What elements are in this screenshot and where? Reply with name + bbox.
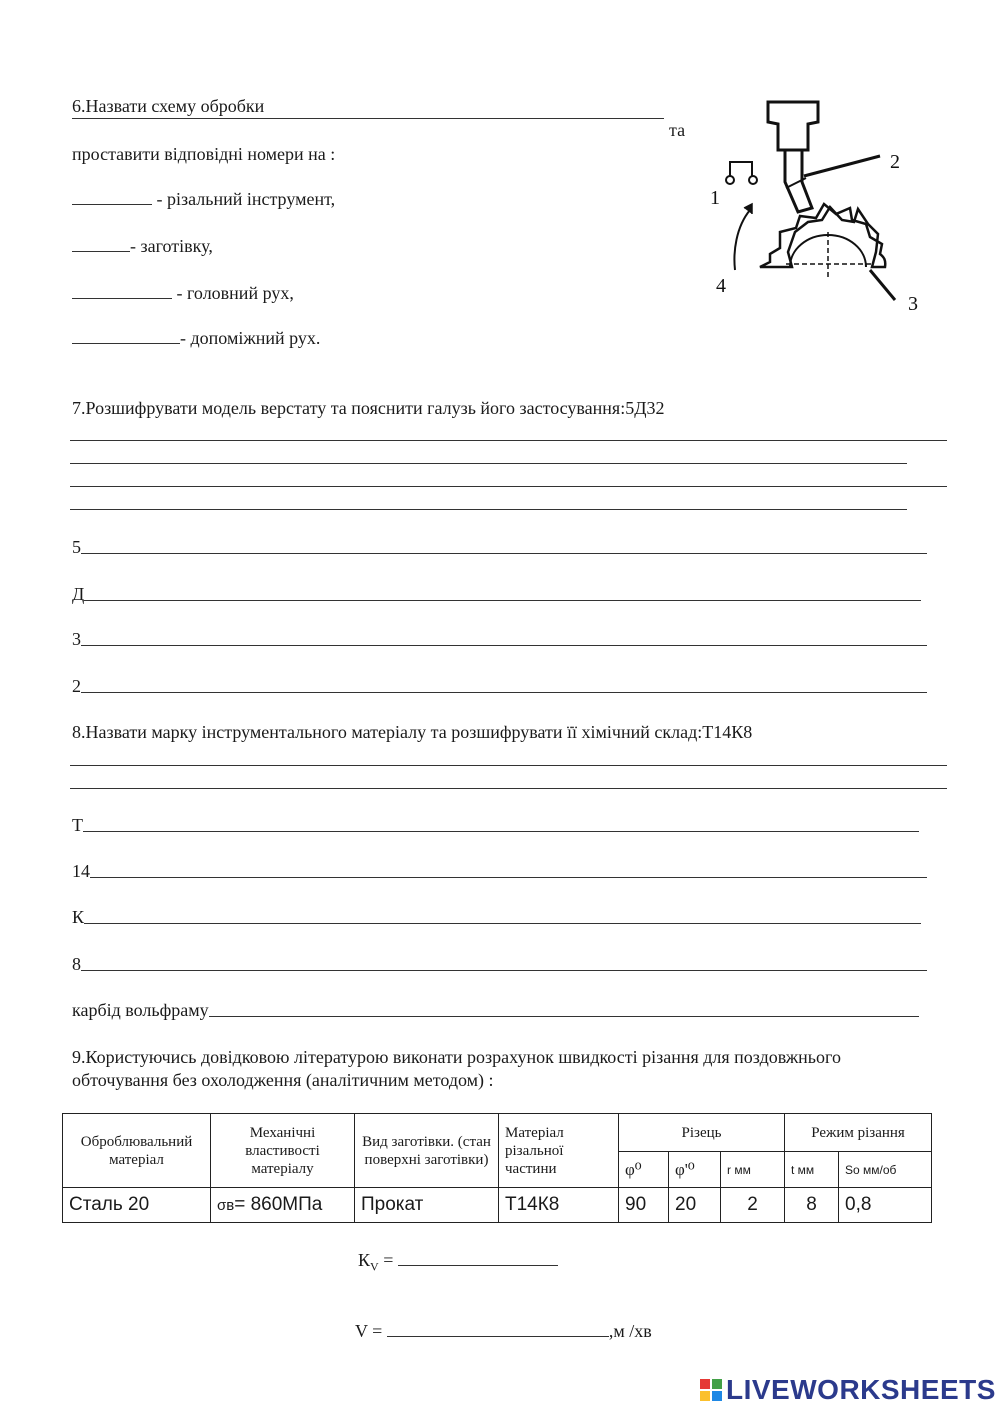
v-formula: V = ,м /хв — [355, 1321, 652, 1341]
tool-number-blank[interactable] — [72, 189, 152, 205]
header-t: t мм — [785, 1152, 839, 1188]
task8-decode-row: карбід вольфраму — [72, 999, 919, 1021]
task8-decode-row: 14 — [72, 860, 927, 882]
workpiece-number-blank[interactable] — [72, 236, 130, 252]
cell-phi1: 20 — [669, 1188, 721, 1223]
task7-decode-row: 2 — [72, 675, 927, 697]
task7-decode-row: 5 — [72, 536, 927, 558]
task7-answer-line-4[interactable] — [70, 509, 907, 510]
figure-label-3: 3 — [908, 293, 918, 315]
task6-item-main-motion: - головний рух, — [72, 282, 294, 304]
cutting-params-table — [62, 1113, 932, 1223]
task7-title: 7.Розшифрувати модель верстату та пояснити галузь його застосування:5Д32 — [72, 398, 665, 418]
decode-8-line[interactable] — [81, 970, 927, 971]
cell-material: Сталь 20 — [63, 1188, 211, 1223]
spindle — [768, 102, 818, 150]
decode-5-line[interactable] — [81, 553, 927, 554]
leader-2 — [804, 156, 880, 176]
decode-2-line[interactable] — [81, 692, 927, 693]
kv-formula: $К_V$ = — [358, 1249, 558, 1278]
cell-mech-value: σв= 860МПа — [211, 1188, 355, 1223]
feed-arrow — [734, 210, 750, 270]
task6-line-suffix: та — [669, 120, 686, 140]
v-answer-blank[interactable] — [387, 1321, 609, 1337]
decode-d-line[interactable] — [84, 600, 921, 601]
task6-item-aux-motion: - допоміжний рух. — [72, 327, 320, 349]
figure-label-2: 2 — [890, 151, 900, 173]
decode-tungsten-carbide-line[interactable] — [209, 1016, 919, 1017]
cell-cutting-material: Т14К8 — [499, 1188, 619, 1223]
header-cutting-material: Матеріал різальної частини — [499, 1114, 619, 1188]
header-mech-props: Механічні властивості матеріалу — [211, 1114, 355, 1188]
cell-r: 2 — [721, 1188, 785, 1223]
header-phi: φ⁰ — [619, 1152, 669, 1188]
task7-answer-line-3[interactable] — [70, 486, 947, 487]
task7-answer-line-1[interactable] — [70, 440, 947, 441]
cell-s: 0,8 — [839, 1188, 932, 1223]
task6-answer-line[interactable] — [72, 118, 664, 119]
task7-decode-row: Д — [72, 583, 921, 605]
header-r: r мм — [721, 1152, 785, 1188]
logo-icon — [700, 1379, 722, 1401]
task6-title: 6.Назвати схему обробки — [72, 96, 265, 116]
task8-decode-row: 8 — [72, 953, 927, 975]
task6-item-workpiece: - заготівку, — [72, 235, 213, 257]
liveworksheets-logo: LIVEWORKSHEETS — [700, 1374, 996, 1406]
task8-title: 8.Назвати марку інструментального матеріалу та розшифрувати її хімічний склад:Т14К8 — [72, 722, 753, 742]
task8-answer-line-2[interactable] — [70, 788, 947, 789]
header-s: So мм/об — [839, 1152, 932, 1188]
header-blank-type: Вид заготівки. (стан поверхні заготівки) — [355, 1114, 499, 1188]
header-phi1: φ'⁰ — [669, 1152, 721, 1188]
task9-title-line2: обточування без охолодження (аналітичним методом) : — [72, 1070, 494, 1090]
figure-label-1: 1 — [710, 187, 720, 209]
cell-t: 8 — [785, 1188, 839, 1223]
cell-phi: 90 — [619, 1188, 669, 1223]
task8-decode-row: К — [72, 906, 921, 928]
kv-answer-blank[interactable] — [398, 1250, 558, 1266]
figure-label-4: 4 — [716, 275, 726, 297]
task6-item-tool: - різальний інструмент, — [72, 188, 335, 210]
decode-14-line[interactable] — [90, 877, 927, 878]
aux-motion-number-blank[interactable] — [72, 328, 180, 344]
task6-instruction: проставити відповідні номери на : — [72, 144, 336, 164]
cell-blank: Прокат — [355, 1188, 499, 1223]
rotation-symbol — [730, 162, 752, 176]
main-motion-number-blank[interactable] — [72, 283, 172, 299]
header-material: Оброблювальний матеріал — [63, 1114, 211, 1188]
milling-scheme-figure — [700, 92, 940, 322]
header-cutting-mode: Режим різання — [785, 1114, 932, 1152]
task8-answer-line-1[interactable] — [70, 765, 947, 766]
decode-3-line[interactable] — [81, 645, 927, 646]
leader-3 — [870, 270, 895, 300]
task7-decode-row: 3 — [72, 628, 927, 650]
task9-title-line1: 9.Користуючись довідковою літературою виконати розрахунок швидкості різання для поздовжнього — [72, 1047, 841, 1067]
decode-k-line[interactable] — [84, 923, 921, 924]
task7-answer-line-2[interactable] — [70, 463, 907, 464]
header-cutter: Різець — [619, 1114, 785, 1152]
task8-decode-row: Т — [72, 814, 919, 836]
decode-t-line[interactable] — [83, 831, 919, 832]
